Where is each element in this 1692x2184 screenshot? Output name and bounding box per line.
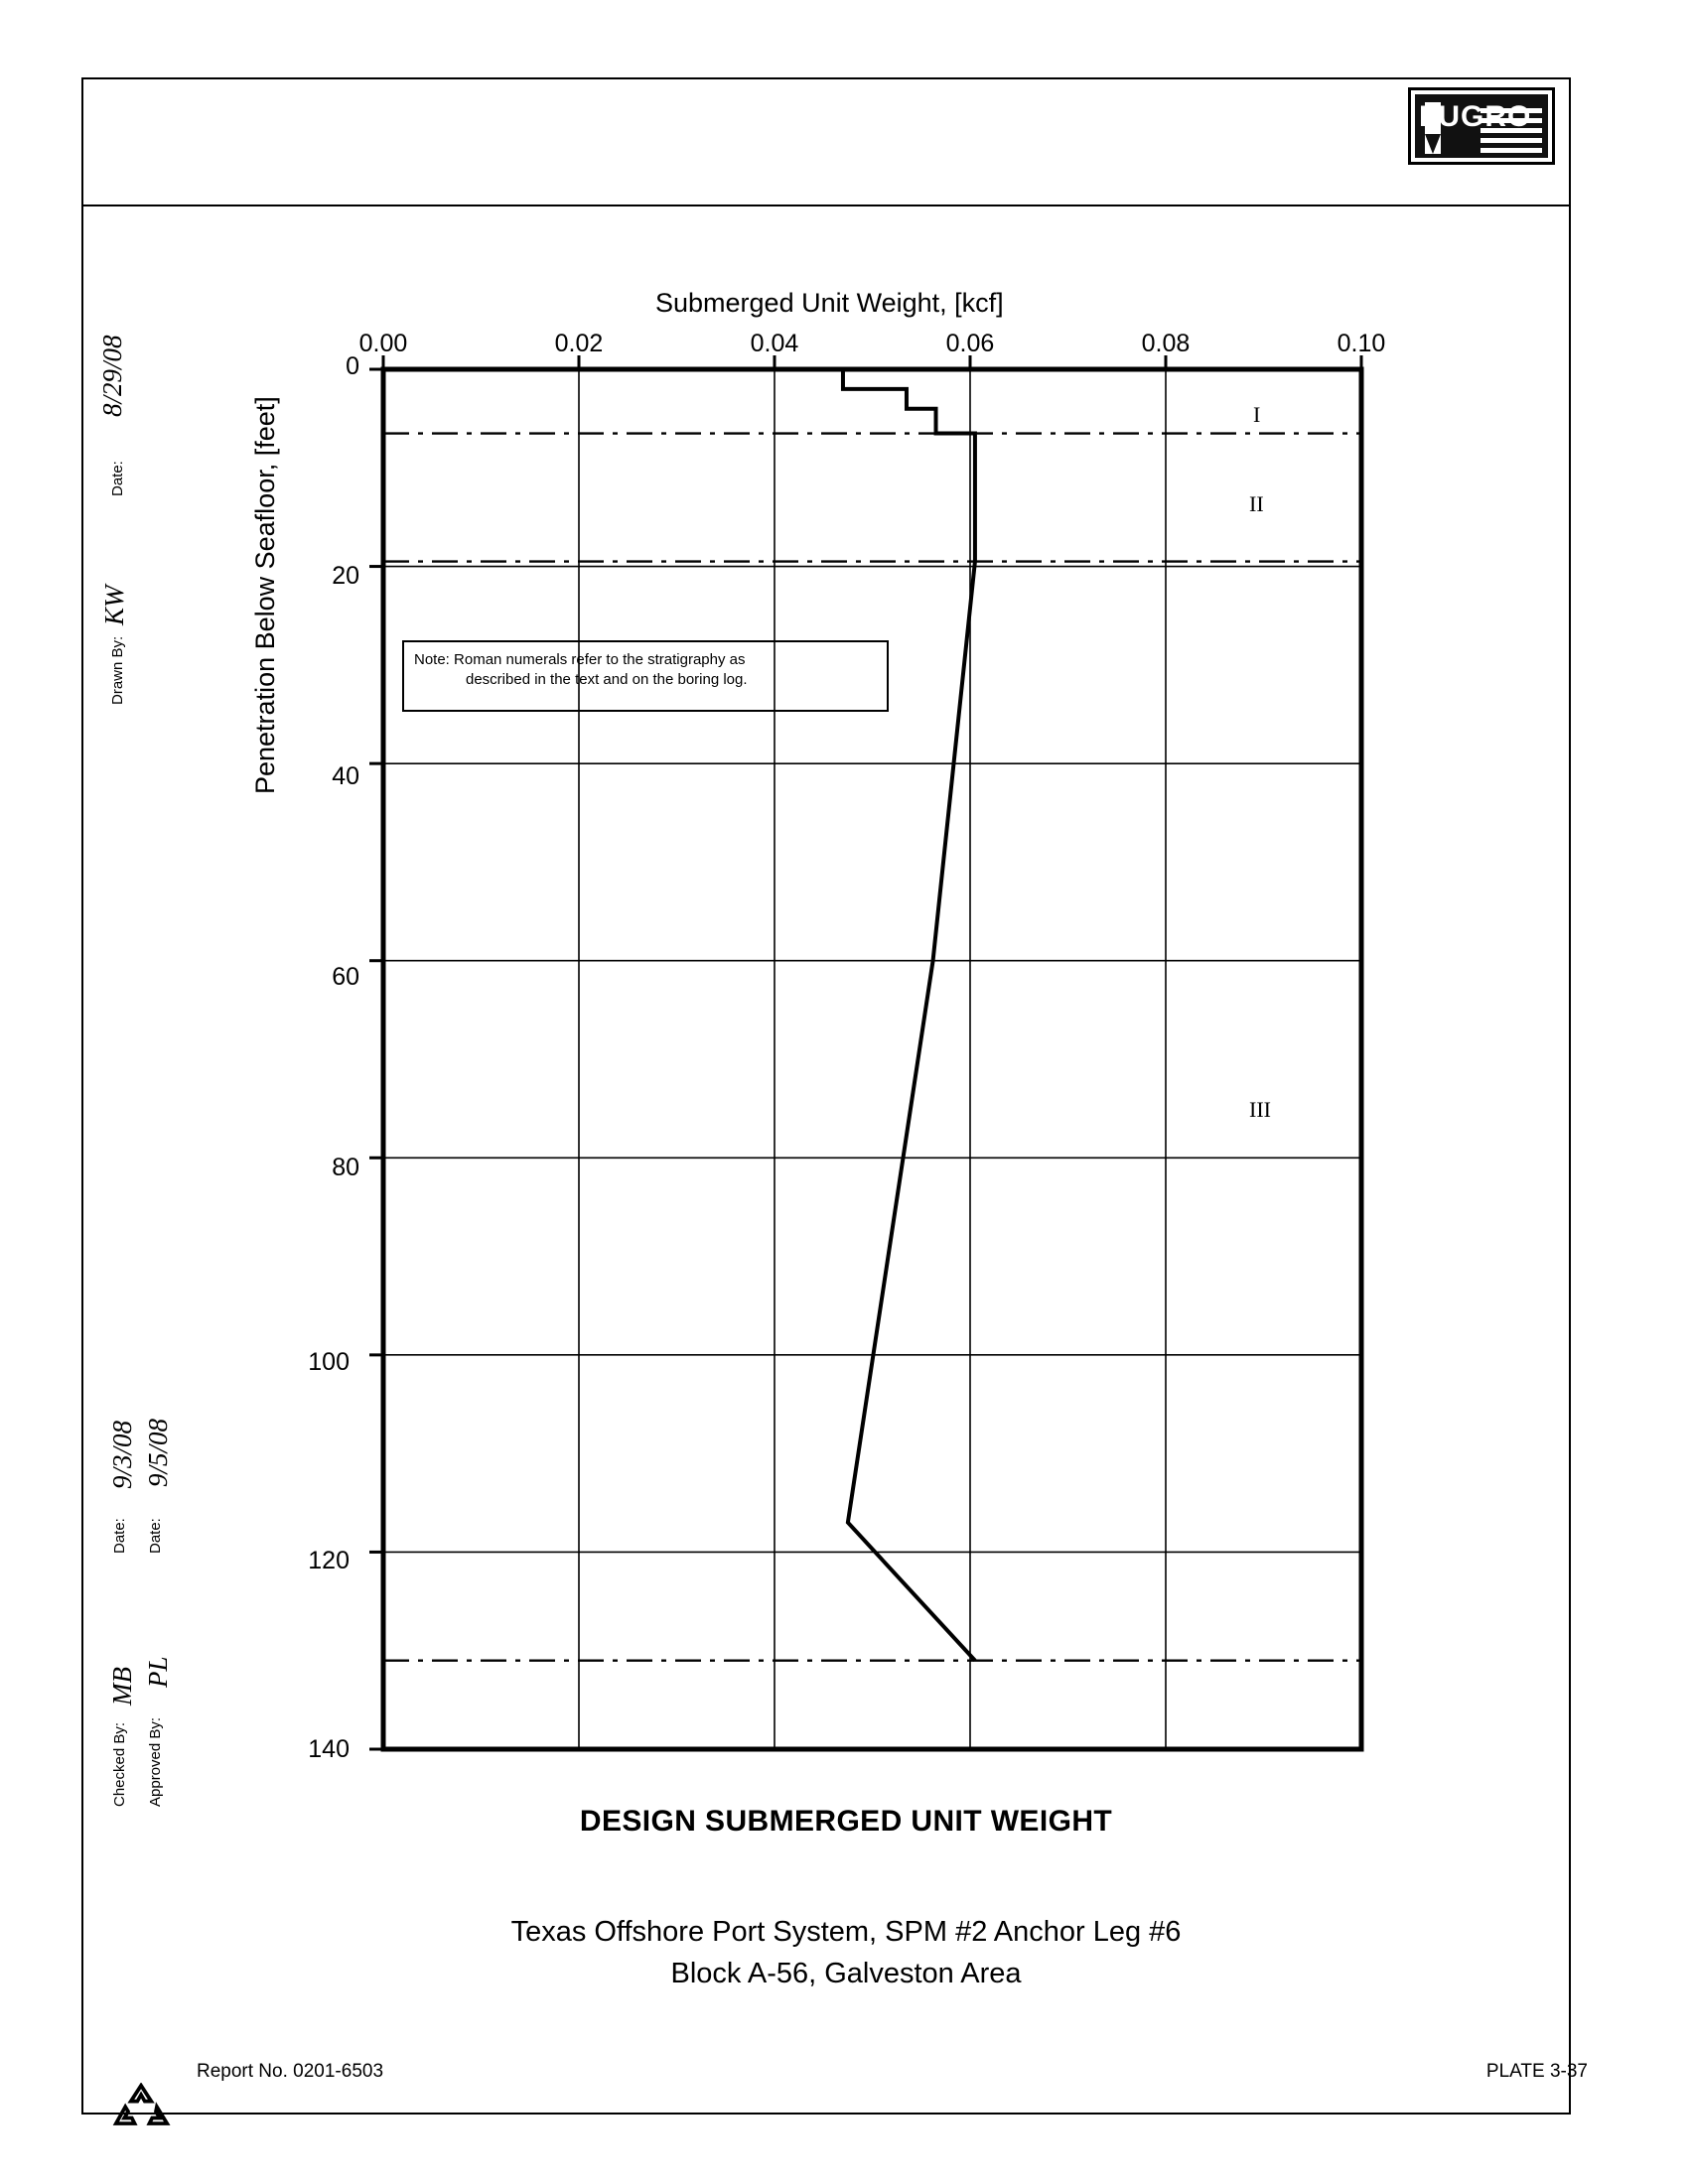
note-box xyxy=(402,640,889,712)
project-line-1: Texas Offshore Port System, SPM #2 Anchor Leg #6 xyxy=(510,1916,1182,1948)
y-tick-label: 40 xyxy=(332,762,359,790)
drawn-date-label: Date: xyxy=(109,461,126,496)
x-tick-label: 0.00 xyxy=(358,330,408,357)
stratigraphy-label-iii: III xyxy=(1249,1097,1271,1122)
stratigraphy-label-i: I xyxy=(1253,402,1261,427)
checked-date-value: 9/3/08 xyxy=(107,1420,137,1489)
checked-by-label: Checked By: xyxy=(111,1721,128,1807)
project-line-2: Block A-56, Galveston Area xyxy=(670,1958,1022,1989)
page-rule-second xyxy=(81,205,1571,206)
chart-title: DESIGN SUBMERGED UNIT WEIGHT xyxy=(579,1805,1113,1838)
y-tick-label: 0 xyxy=(346,352,359,380)
y-tick-label: 80 xyxy=(332,1154,359,1181)
y-tick-label: 20 xyxy=(332,562,359,590)
y-tick-label: 60 xyxy=(332,963,359,991)
checked-date-label: Date: xyxy=(111,1518,128,1554)
page-rule-bottom xyxy=(81,2113,1571,2115)
x-tick-label: 0.04 xyxy=(750,330,799,357)
approved-by-value: PL xyxy=(143,1656,173,1688)
approved-date-value: 9/5/08 xyxy=(143,1418,173,1487)
x-tick-label: 0.02 xyxy=(554,330,604,357)
note-line1: Roman numerals refer to the stratigraphy as xyxy=(454,651,746,668)
approved-date-label: Date: xyxy=(147,1518,164,1554)
fugro-logo-wordmark: FUGRO xyxy=(1419,100,1532,133)
x-axis-title: Submerged Unit Weight, [kcf] xyxy=(655,288,1004,318)
stratigraphy-label-ii: II xyxy=(1249,491,1264,516)
report-number: Report No. 0201-6503 xyxy=(197,2061,384,2082)
note-line2: described in the text and on the boring log. xyxy=(466,671,748,689)
page-rule-top xyxy=(81,77,1571,79)
y-tick-label: 100 xyxy=(308,1348,350,1376)
drawn-date-value: 8/29/08 xyxy=(97,335,127,417)
y-tick-label: 140 xyxy=(308,1735,350,1763)
note-prefix: Note: xyxy=(414,651,450,668)
x-tick-label: 0.06 xyxy=(945,330,995,357)
fugro-logo-icon xyxy=(1415,94,1548,158)
checked-by-value: MB xyxy=(107,1667,137,1706)
plate-number: PLATE 3-37 xyxy=(1485,2061,1588,2082)
x-tick-label: 0.10 xyxy=(1337,330,1386,357)
y-tick-label: 120 xyxy=(308,1547,350,1574)
recycle-icon xyxy=(111,2083,173,2138)
x-tick-label: 0.08 xyxy=(1141,330,1191,357)
y-axis-title: Penetration Below Seafloor, [feet] xyxy=(250,396,280,794)
approved-by-label: Approved By: xyxy=(147,1716,164,1807)
drawn-by-label: Drawn By: xyxy=(109,635,126,705)
fugro-logo xyxy=(1408,87,1555,165)
drawn-by-value: KW xyxy=(99,585,129,625)
